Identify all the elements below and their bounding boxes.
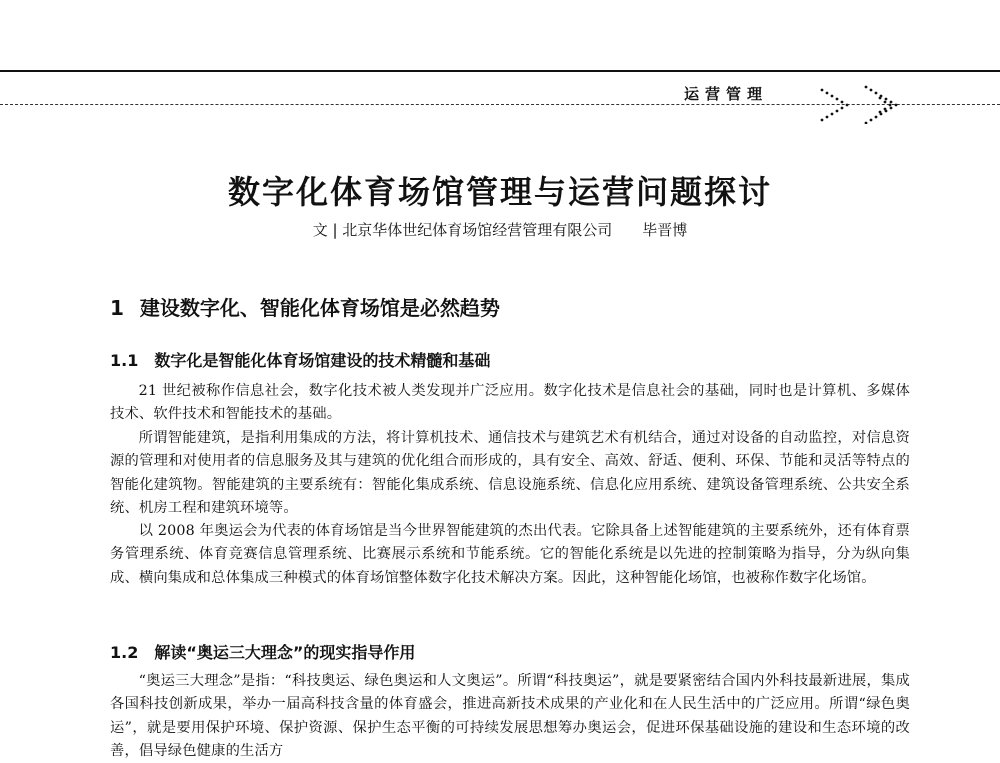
article-title: 数字化体育场馆管理与运营问题探讨 — [227, 173, 772, 211]
byline-prefix: 文 | — [312, 221, 343, 239]
paragraph: “奥运三大理念”是指：“科技奥运、绿色奥运和人文奥运”。所谓“科技奥运”，就是要紧密结合国内外科技最新进展，集成各国科技创新成果，举办一届高科技含量的体育盛会，推进高新技术成果的产业化和在人民生活中的广泛应用。所谓“绿色奥运”，就是要用保护环境、保护资源、保护生态平衡的可持续发展思想筹办奥运会，促进环保基础设施的建设和生态环境的改善，倡导绿色健康的生活方 — [110, 673, 910, 759]
paragraph: 所谓智能建筑，是指利用集成的方法，将计算机技术、通信技术与建筑艺术有机结合，通过对设备的自动监控，对信息资源的管理和对使用者的信息服务及其与建筑的优化组合而形成的，具有安全、高效、舒适、便利、环保、节能和灵活等特点的智能化建筑物。智能建筑的主要系统有：智能化集成系统、信息设施系统、信息化应用系统、建筑设备管理系统、公共安全系统、机房工程和建筑环境等。 — [110, 430, 910, 516]
section-1-1-number: 1.1 — [110, 351, 139, 370]
section-1-title: 建设数字化、智能化体育场馆是必然趋势 — [139, 296, 500, 320]
byline — [0, 219, 1000, 240]
section-1-2-heading — [110, 640, 415, 663]
section-1-2-number: 1.2 — [110, 643, 139, 662]
paragraph: 21 世纪被称作信息社会，数字化技术被人类发现并广泛应用。数字化技术是信息社会的基础，同时也是计算机、多媒体技术、软件技术和智能技术的基础。 — [110, 383, 910, 423]
section-1-heading — [110, 292, 500, 321]
author: 毕晋博 — [642, 221, 688, 239]
section-1-1-heading — [110, 348, 490, 371]
section-1-2-title: 解读“奥运三大理念”的现实指导作用 — [154, 643, 416, 662]
chevron-dots-icon — [816, 84, 936, 124]
section-1-number: 1 — [110, 296, 124, 320]
section-1-1-title: 数字化是智能化体育场馆建设的技术精髓和基础 — [154, 351, 491, 370]
header-rule — [0, 70, 1000, 72]
paragraph: 以 2008 年奥运会为代表的体育场馆是当今世界智能建筑的杰出代表。它除具备上述智能建筑的主要系统外，还有体育票务管理系统、体育竞赛信息管理系统、比赛展示系统和节能系统。它的智能化系统是以先进的控制策略为指导，分为纵向集成、横向集成和总体集成三种模式的体育场馆整体数字化技术解决方案。因此，这种智能化场馆，也被称作数字化场馆。 — [110, 523, 910, 586]
affiliation: 北京华体世纪体育场馆经营管理有限公司 — [342, 221, 613, 239]
section-label: 运营管理 — [676, 83, 776, 104]
